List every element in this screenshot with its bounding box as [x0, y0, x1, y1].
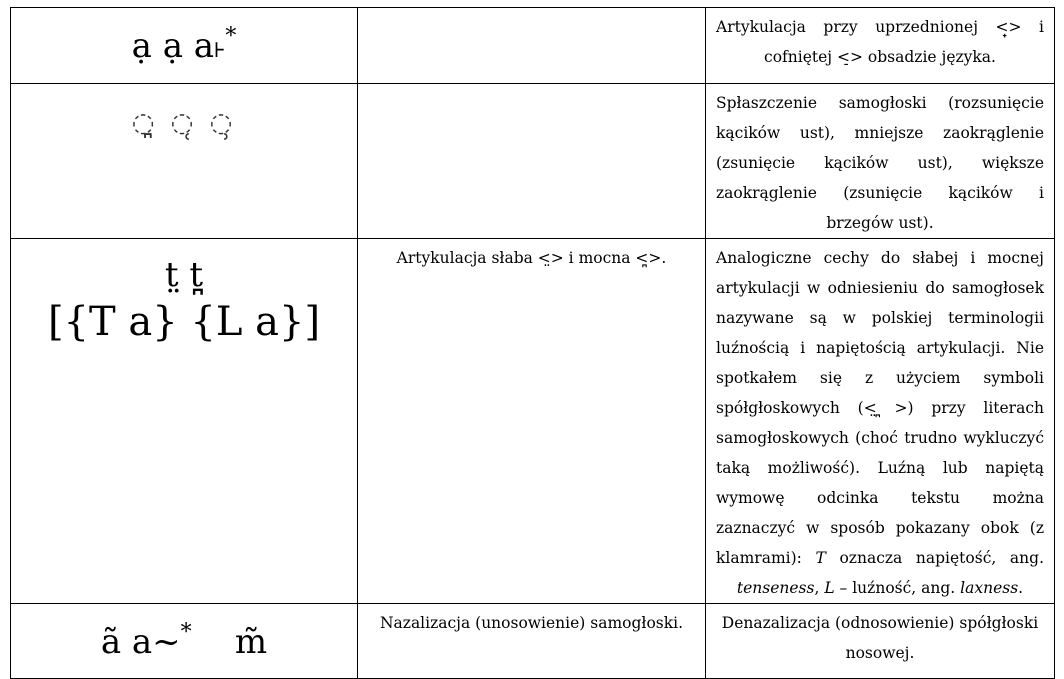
phonetic-symbols-table — [10, 7, 1055, 679]
text-span: . — [1018, 579, 1024, 597]
symbol-cell — [11, 604, 358, 679]
right-description — [706, 239, 1054, 603]
symbol-text — [11, 604, 357, 663]
text-span: – luźność, ang. — [834, 579, 961, 597]
middle-cell — [358, 604, 706, 679]
table-row — [11, 84, 1055, 239]
middle-description: Artykulacja słaba <̤> i mocna <̪>. — [396, 249, 667, 267]
symbol-glyphs: ◌̪ ◌̜ ◌̹ — [131, 108, 237, 138]
symbol-glyphs-line2: [{T a} {L a}] — [47, 298, 321, 345]
table-row — [11, 8, 1055, 84]
description-cell — [706, 239, 1055, 604]
text-span-italic: tenseness — [736, 579, 815, 597]
symbol-glyphs: ạ ạ a˫ — [131, 26, 226, 66]
table-row — [11, 604, 1055, 679]
text-span-italic: L — [824, 579, 835, 597]
description-cell — [706, 84, 1055, 239]
symbol-glyphs: ã a~ — [100, 622, 181, 662]
middle-cell — [358, 239, 706, 604]
footnote-star: * — [225, 24, 237, 49]
middle-description: Nazalizacja (unosowienie) samogłoski. — [379, 614, 684, 632]
footnote-star: * — [180, 620, 192, 645]
text-span: , — [814, 579, 825, 597]
right-description: Spłaszczenie samogłoski (rozsunięcie kącików ust), mniejsze zaokrąglenie (zsunięcie kącików ust), większe zaokrąglenie (zsunięcie kącików i brzegów ust). — [716, 94, 1044, 232]
description-cell — [706, 8, 1055, 84]
symbol-glyphs-line1: t̤ t̪ — [164, 255, 204, 295]
middle-description — [358, 84, 705, 88]
text-span: oznacza napiętość, ang. — [825, 549, 1045, 567]
right-description: Denazalizacja (odnosowienie) spółgłoski nosowej. — [721, 614, 1039, 662]
right-description: Artykulacja przy uprzednionej <̟> i cofniętej <̠> obsadzie języka. — [716, 18, 1044, 66]
text-span: Analogiczne cechy do słabej i mocnej artykulacji w odniesieniu do samogłosek nazywane są w polskiej terminologii luźnością i napiętością artykulacji. Nie spotkałem się z użyciem symboli spółgłoskowych (<̤ ̪>) przy literach samogłoskowych (choć trudno wykluczyć taką możliwość). Luźną lub napiętą wymowę odcinka tekstu można zaznaczyć w sposób pokazany obok (z klamrami): — [716, 249, 1044, 567]
symbol-glyphs-tail: m̃ — [234, 622, 268, 662]
symbol-text — [11, 8, 357, 67]
symbol-cell — [11, 84, 358, 239]
text-span-italic: T — [815, 549, 826, 567]
symbol-cell — [11, 239, 358, 604]
table-row — [11, 239, 1055, 604]
description-cell — [706, 604, 1055, 679]
middle-description — [358, 8, 705, 12]
middle-cell — [358, 84, 706, 239]
middle-cell — [358, 8, 706, 84]
symbol-cell — [11, 8, 358, 84]
text-span-italic: laxness — [960, 579, 1019, 597]
